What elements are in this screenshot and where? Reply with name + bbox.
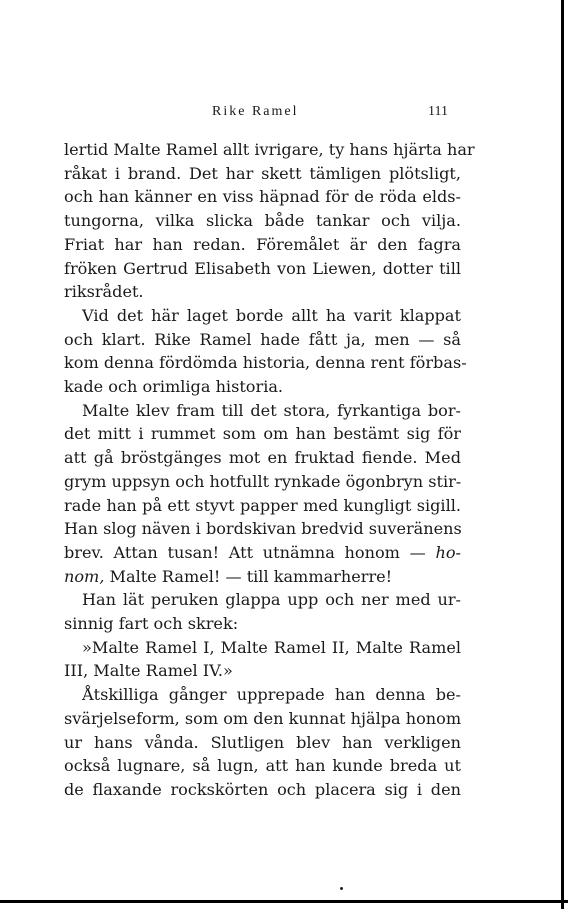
text-line: det mitt i rummet som om han bestämt sig för	[64, 424, 461, 444]
text-line: att gå bröstgänges mot en fruktad fiende. Med	[64, 448, 461, 468]
text-line	[64, 565, 461, 589]
text-line: Han slog näven i bordskivan bredvid suveränens	[64, 519, 462, 539]
text-line: tungorna, vilka slicka både tankar och vilja.	[64, 211, 461, 231]
text-line: riksrådet.	[64, 282, 144, 302]
page-edge-bottom	[0, 900, 568, 903]
italic-segment: ho-	[435, 542, 461, 562]
text-line: ur hans vånda. Slutligen blev han verkligen	[64, 732, 461, 752]
text-line: kade och orimliga historia.	[64, 377, 284, 397]
text-line: råkat i brand. Det har skett tämligen plötsligt,	[64, 163, 461, 183]
text-line: och klart. Rike Ramel hade fått ja, men — så	[64, 329, 461, 349]
body-text	[64, 138, 475, 802]
text-line: och han känner en viss häpnad för de röda elds-	[64, 187, 461, 207]
text-line: Malte klev fram till det stora, fyrkantiga bor-	[82, 400, 461, 420]
text-line: också lugnare, så lugn, att han kunde breda ut	[64, 756, 461, 776]
running-head	[0, 104, 568, 124]
text-line: Vid det här laget borde allt ha varit klappat	[82, 305, 461, 325]
text-line: »Malte Ramel I, Malte Ramel II, Malte Ramel	[82, 637, 461, 657]
text-line: de flaxande rockskörten och placera sig i den	[64, 779, 461, 799]
text-line: Åtskilliga gånger upprepade han denna be-	[82, 685, 461, 705]
text-segment: brev. Attan tusan! Att utnämna honom —	[64, 542, 436, 562]
text-line: III, Malte Ramel IV.»	[64, 661, 233, 681]
text-line: rade han på ett styvt papper med kungligt sigill.	[64, 495, 461, 515]
scan-speck	[340, 887, 343, 890]
text-line: Han lät peruken glappa upp och ner med ur-	[82, 590, 461, 610]
text-line: sinnig fart och skrek:	[64, 614, 239, 634]
text-line: kom denna fördömda historia, denna rent förbas-	[64, 353, 467, 373]
page-number: 111	[428, 104, 448, 119]
italic-segment: nom,	[64, 566, 105, 586]
text-line: fröken Gertrud Elisabeth von Liewen, dotter till	[64, 258, 461, 278]
running-title: Rike Ramel	[212, 104, 299, 119]
text-line: lertid Malte Ramel allt ivrigare, ty hans hjärta har	[64, 140, 475, 159]
text-line: Friat har han redan. Föremålet är den fagra	[64, 234, 461, 254]
text-line: grym uppsyn och hotfullt rynkade ögonbryn stir-	[64, 471, 462, 491]
text-line	[64, 541, 461, 565]
text-line: svärjelseform, som om den kunnat hjälpa honom	[64, 708, 462, 728]
text-segment: Malte Ramel! — till kammarherre!	[104, 566, 393, 586]
page-edge-right	[561, 0, 564, 909]
